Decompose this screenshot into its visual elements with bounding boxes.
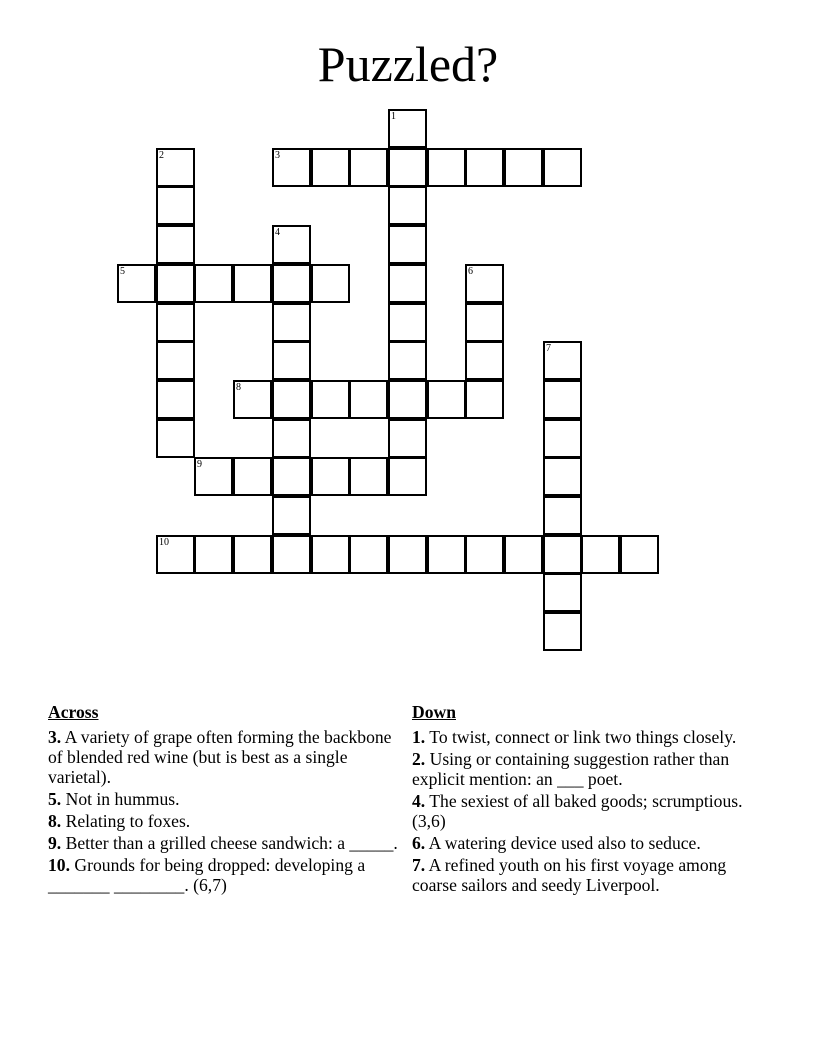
across-clue [48, 855, 398, 895]
grid-cell[interactable] [581, 535, 620, 574]
grid-cell[interactable] [311, 264, 350, 303]
grid-cell[interactable] [388, 535, 427, 574]
grid-cell[interactable] [543, 573, 582, 612]
grid-cell[interactable] [388, 109, 427, 148]
clue-text: Not in hummus. [65, 789, 180, 809]
grid-cell[interactable] [233, 264, 272, 303]
grid-cell[interactable] [427, 148, 466, 187]
down-heading: Down [412, 702, 456, 722]
cell-number: 8 [236, 382, 241, 393]
grid-cell[interactable] [465, 380, 504, 419]
grid-cell[interactable] [543, 612, 582, 651]
grid-cell[interactable] [311, 380, 350, 419]
grid-cell[interactable] [311, 457, 350, 496]
grid-cell[interactable] [311, 535, 350, 574]
grid-cell[interactable] [156, 148, 195, 187]
down-clue [412, 833, 772, 853]
cell-number: 6 [468, 266, 473, 277]
grid-cell[interactable] [156, 419, 195, 458]
clue-text: Relating to foxes. [65, 811, 191, 831]
grid-cell[interactable] [465, 303, 504, 342]
grid-cell[interactable] [543, 380, 582, 419]
across-clue [48, 727, 398, 787]
grid-cell[interactable] [465, 341, 504, 380]
grid-cell[interactable] [388, 186, 427, 225]
grid-cell[interactable] [465, 264, 504, 303]
clue-text: Better than a grilled cheese sandwich: a _____. [65, 833, 398, 853]
grid-cell[interactable] [156, 225, 195, 264]
clue-number: 4. [412, 791, 426, 811]
grid-cell[interactable] [194, 535, 233, 574]
grid-cell[interactable] [156, 264, 195, 303]
down-clue [412, 727, 772, 747]
clue-text: Using or containing suggestion rather than explicit mention: an ___ poet. [412, 749, 730, 789]
grid-cell[interactable] [504, 535, 543, 574]
grid-cell[interactable] [272, 264, 311, 303]
grid-cell[interactable] [465, 535, 504, 574]
grid-cell[interactable] [504, 148, 543, 187]
cell-number: 1 [391, 111, 396, 122]
cell-number: 5 [120, 266, 125, 277]
grid-cell[interactable] [388, 264, 427, 303]
across-heading: Across [48, 702, 99, 722]
grid-cell[interactable] [620, 535, 659, 574]
clue-text: The sexiest of all baked goods; scrumptious. (3,6) [412, 791, 743, 831]
grid-cell[interactable] [156, 535, 195, 574]
grid-cell[interactable] [156, 341, 195, 380]
clue-number: 1. [412, 727, 426, 747]
clue-number: 6. [412, 833, 426, 853]
grid-cell[interactable] [233, 380, 272, 419]
grid-cell[interactable] [388, 419, 427, 458]
grid-cell[interactable] [233, 457, 272, 496]
grid-cell[interactable] [156, 303, 195, 342]
cell-number: 10 [159, 537, 169, 548]
cell-number: 4 [275, 227, 280, 238]
grid-cell[interactable] [117, 264, 156, 303]
grid-cell[interactable] [194, 264, 233, 303]
clue-text: Grounds for being dropped: developing a _______ ________. (6,7) [48, 855, 366, 895]
grid-cell[interactable] [233, 535, 272, 574]
grid-cell[interactable] [543, 457, 582, 496]
clue-number: 3. [48, 727, 62, 747]
grid-cell[interactable] [156, 380, 195, 419]
down-clues [412, 702, 772, 897]
grid-cell[interactable] [272, 457, 311, 496]
grid-cell[interactable] [388, 380, 427, 419]
clue-text: A watering device used also to seduce. [428, 833, 701, 853]
grid-cell[interactable] [349, 535, 388, 574]
grid-cell[interactable] [272, 225, 311, 264]
down-clue [412, 749, 772, 789]
cell-number: 2 [159, 150, 164, 161]
grid-cell[interactable] [272, 419, 311, 458]
grid-cell[interactable] [272, 496, 311, 535]
across-clue [48, 811, 398, 831]
grid-cell[interactable] [427, 535, 466, 574]
grid-cell[interactable] [427, 380, 466, 419]
down-clue [412, 791, 772, 831]
clue-text: A refined youth on his first voyage among coarse sailors and seedy Liverpool. [412, 855, 727, 895]
grid-cell[interactable] [543, 341, 582, 380]
grid-cell[interactable] [349, 148, 388, 187]
grid-cell[interactable] [349, 380, 388, 419]
across-clue [48, 833, 398, 853]
across-clue [48, 789, 398, 809]
down-clue [412, 855, 772, 895]
grid-cell[interactable] [543, 148, 582, 187]
clue-number: 7. [412, 855, 426, 875]
grid-cell[interactable] [311, 148, 350, 187]
grid-cell[interactable] [388, 303, 427, 342]
grid-cell[interactable] [388, 457, 427, 496]
grid-cell[interactable] [388, 341, 427, 380]
grid-cell[interactable] [272, 380, 311, 419]
clue-number: 9. [48, 833, 62, 853]
grid-cell[interactable] [272, 341, 311, 380]
grid-cell[interactable] [156, 186, 195, 225]
grid-cell[interactable] [543, 496, 582, 535]
grid-cell[interactable] [194, 457, 233, 496]
grid-cell[interactable] [349, 457, 388, 496]
clue-text: A variety of grape often forming the backbone of blended red wine (but is best as a single varietal). [48, 727, 392, 787]
cell-number: 9 [197, 459, 202, 470]
page-title: Puzzled? [317, 36, 499, 92]
cell-number: 3 [275, 150, 280, 161]
clue-number: 8. [48, 811, 62, 831]
grid-cell[interactable] [543, 535, 582, 574]
clue-text: To twist, connect or link two things closely. [429, 727, 737, 747]
clue-number: 5. [48, 789, 62, 809]
grid-cell[interactable] [388, 225, 427, 264]
grid-cell[interactable] [388, 148, 427, 187]
grid-cell[interactable] [272, 148, 311, 187]
cell-number: 7 [546, 343, 551, 354]
grid-cell[interactable] [272, 535, 311, 574]
grid-cell[interactable] [272, 303, 311, 342]
across-clues [48, 702, 398, 897]
grid-cell[interactable] [465, 148, 504, 187]
clue-number: 10. [48, 855, 70, 875]
grid-cell[interactable] [543, 419, 582, 458]
clue-number: 2. [412, 749, 426, 769]
